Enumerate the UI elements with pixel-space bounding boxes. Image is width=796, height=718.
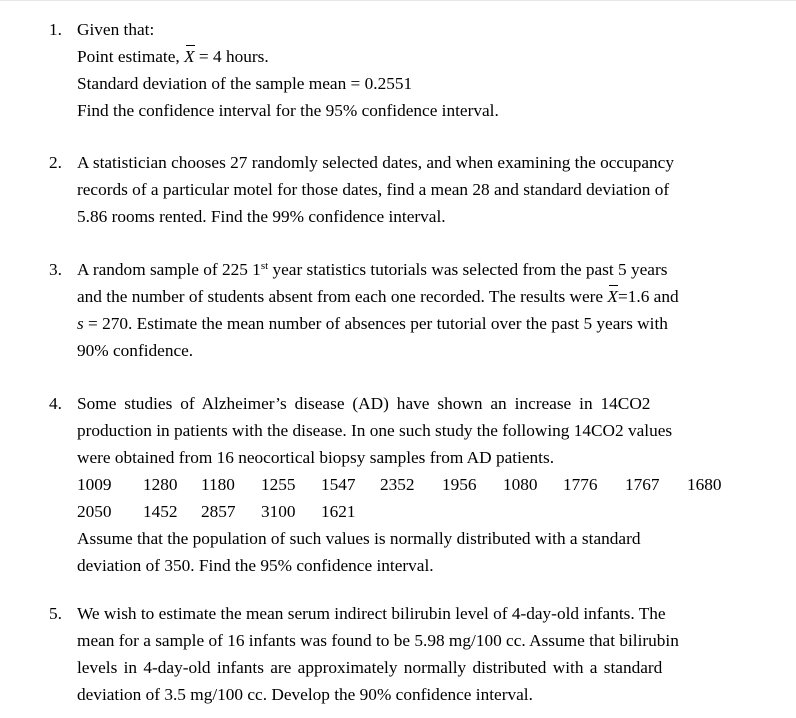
text-span: Assume that the population of such values is normally distributed with a standard: [77, 529, 641, 548]
value-cell: 1280: [143, 475, 178, 494]
value-cell: 2352: [380, 475, 415, 494]
value-cell: 1680: [687, 475, 722, 494]
text-line: 90% confidence.: [77, 341, 194, 360]
text-line: [77, 627, 769, 654]
problem-body: [77, 390, 769, 579]
text-span: and the number of students absent from each one recorded. The results were: [77, 287, 608, 306]
s-symbol: s: [77, 314, 84, 333]
value-cell: 1776: [563, 475, 598, 494]
value-cell: 1009: [77, 475, 112, 494]
value-cell: 2857: [201, 502, 236, 521]
given-label: Given that:: [77, 20, 155, 39]
text-line: [77, 310, 769, 337]
problem-number: 4.: [49, 394, 62, 413]
value-cell: 2050: [77, 502, 112, 521]
point-estimate-value: = 4 hours.: [194, 47, 269, 66]
problem-number: 2.: [49, 153, 62, 172]
value-cell: 1080: [503, 475, 538, 494]
text-line: [77, 256, 769, 283]
problem-number: 1.: [49, 20, 62, 39]
text-line: deviation of 350. Find the 95% confidence interval.: [77, 556, 434, 575]
problem-body: [77, 256, 769, 364]
problem-body: [77, 149, 769, 230]
text-line: deviation of 3.5 mg/100 cc. Develop the 90% confidence interval.: [77, 685, 533, 704]
point-estimate-prefix: Point estimate,: [77, 47, 185, 66]
problem-body: [77, 600, 769, 708]
value-cell: 1452: [143, 502, 178, 521]
problem-body: [77, 16, 769, 124]
text-span: records of a particular motel for those dates, find a mean 28 and standard deviation of: [77, 180, 670, 199]
text-line: [77, 654, 769, 681]
superscript: st: [260, 260, 269, 272]
problem-number: 5.: [49, 604, 62, 623]
text-line: [77, 525, 769, 552]
text-span: We wish to estimate the mean serum indirect bilirubin level of 4-day-old infants. The: [77, 604, 666, 623]
text-span: = 270. Estimate the mean number of absences per tutorial over the past 5 years with: [83, 314, 668, 333]
value-cell: 1956: [442, 475, 477, 494]
value-cell: 1547: [321, 475, 356, 494]
text-span: year statistics tutorials was selected from the past 5 years: [268, 260, 668, 279]
text-line: Some studies of Alzheimer’s disease (AD) have shown an increase in 14CO2: [77, 394, 651, 413]
text-line: 5.86 rooms rented. Find the 99% confidence interval.: [77, 207, 446, 226]
value-cell: 1621: [321, 502, 356, 521]
text-line: [77, 149, 769, 176]
text-span: A statistician chooses 27 randomly selected dates, and when examining the occupancy: [77, 153, 674, 172]
text-span: =1.6 and: [617, 287, 679, 306]
text-span: mean for a sample of 16 infants was found to be 5.98 mg/100 cc. Assume that bilirubin: [77, 631, 679, 650]
x-bar-symbol: X: [184, 43, 195, 70]
text-line: [77, 283, 769, 310]
text-line: [77, 176, 769, 203]
point-estimate-line: [77, 43, 769, 70]
text-line: were obtained from 16 neocortical biopsy samples from AD patients.: [77, 448, 555, 467]
values-row-2: [77, 498, 769, 525]
values-row-1: [77, 471, 769, 498]
text-span: levels in 4-day-old infants are approximately normally distributed with a standard: [77, 658, 663, 677]
value-cell: 1767: [625, 475, 660, 494]
problem-number: 3.: [49, 260, 62, 279]
std-deviation-line: Standard deviation of the sample mean = 0.2551: [77, 74, 413, 93]
text-line: production in patients with the disease. In one such study the following 14CO2 values: [77, 421, 673, 440]
value-cell: 1255: [261, 475, 296, 494]
value-cell: 3100: [261, 502, 296, 521]
text-span: A random sample of 225 1: [77, 260, 261, 279]
value-cell: 1180: [201, 475, 235, 494]
text-line: [77, 600, 769, 627]
x-bar-symbol: X: [607, 283, 618, 310]
question-line: Find the confidence interval for the 95% confidence interval.: [77, 101, 499, 120]
